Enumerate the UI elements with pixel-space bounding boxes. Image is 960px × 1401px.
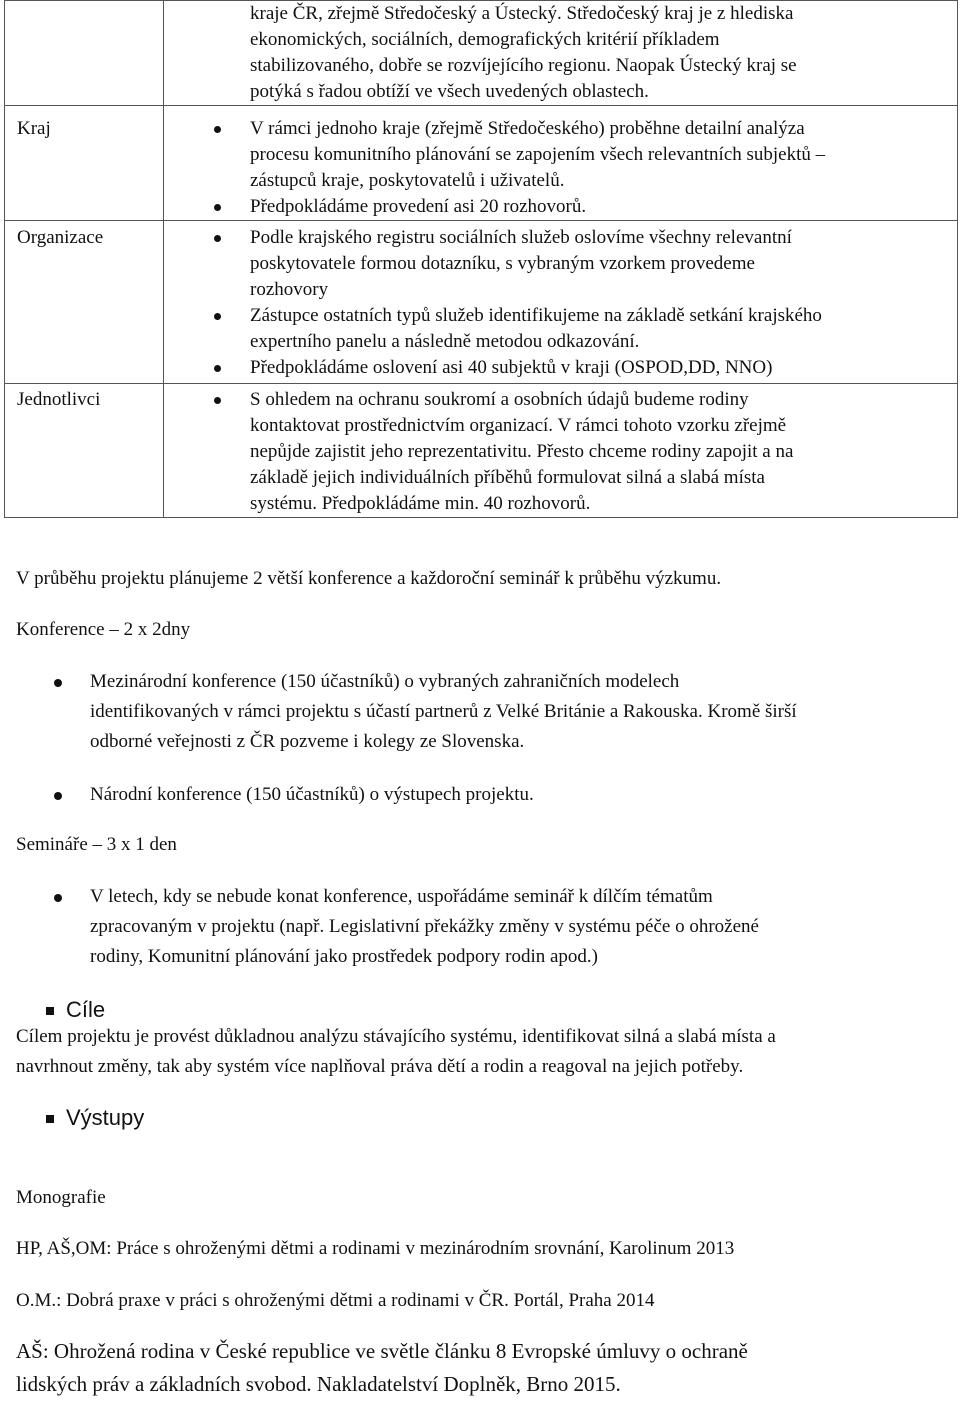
row-label-empty xyxy=(5,1,164,106)
row-label: Kraj xyxy=(5,106,164,221)
square-bullet-icon xyxy=(46,1115,54,1123)
bullet-item: Předpokládáme provedení asi 20 rozhovorů. xyxy=(174,194,951,220)
continued-text: kraje ČR, zřejmě Středočeský a Ústecký. Středočeský kraj je z hlediska ekonomických, sociálních, demografických kritérií příkladem stabilizovaného, dobře se rozvíjejícího regionu. Naopak Ústecký kraj se potýká s řadou obtíží ve všech uvedených oblastech. xyxy=(250,3,797,102)
row-label: Jednotlivci xyxy=(5,384,164,518)
seminar-list xyxy=(16,882,952,972)
row-content xyxy=(164,106,958,221)
table-row xyxy=(5,384,958,518)
row-label: Organizace xyxy=(5,221,164,384)
reference-item: AŠ: Ohrožená rodina v České republice ve světle článku 8 Evropské úmluvy o ochraně lidských práv a základních svobod. Nakladatelství Doplněk, Brno 2015. xyxy=(16,1339,748,1396)
sample-table xyxy=(4,0,958,518)
goals-heading: Cíle xyxy=(46,996,105,1024)
bullet-item: S ohledem na ochranu soukromí a osobních údajů budeme rodiny kontaktovat prostřednictvím organizací. V rámci tohoto vzorku zřejmě nepůjde zajistit jeho reprezentativitu. Přesto chceme rodiny zapojit a na základě jejich individuálních příběhů formulovat silná a slabá místa systému. Předpokládáme min. 40 rozhovorů. xyxy=(174,387,951,517)
conference-heading: Konference – 2 x 2dny xyxy=(16,619,191,640)
intro-paragraph: V průběhu projektu plánujeme 2 větší konference a každoroční seminář k průběhu výzkumu. xyxy=(16,568,722,589)
table-row xyxy=(5,221,958,384)
monograph-heading: Monografie xyxy=(16,1187,106,1208)
outputs-heading: Výstupy xyxy=(46,1104,144,1132)
bullet-item: V rámci jednoho kraje (zřejmě Středočeského) proběhne detailní analýza procesu komunitního plánování se zapojením všech relevantních subjektů – zástupců kraje, poskytovatelů i uživatelů. xyxy=(174,116,951,194)
list-item: Národní konference (150 účastníků) o výstupech projektu. xyxy=(16,780,952,810)
bullet-item: Podle krajského registru sociálních služeb oslovíme všechny relevantní poskytovatele formou dotazníku, s vybraným vzorkem provedeme rozhovory xyxy=(174,225,951,303)
list-item: Mezinárodní konference (150 účastníků) o vybraných zahraničních modelech identifikovaných v rámci projektu s účastí partnerů z Velké Británie a Rakouska. Kromě širší odborné veřejnosti z ČR pozveme i kolegy ze Slovenska. xyxy=(16,667,952,757)
seminar-heading: Semináře – 3 x 1 den xyxy=(16,834,177,855)
row-content xyxy=(164,221,958,384)
square-bullet-icon xyxy=(46,1007,54,1015)
bullet-item: Předpokládáme oslovení asi 40 subjektů v kraji (OSPOD,DD, NNO) xyxy=(174,355,951,381)
list-item: V letech, kdy se nebude konat konference, uspořádáme seminář k dílčím tématům zpracovaným v projektu (např. Legislativní překážky změny v systému péče o ohrožené rodiny, Komunitní plánování jako prostředek podpory rodin apod.) xyxy=(16,882,952,972)
table-row xyxy=(5,1,958,106)
reference-item: O.M.: Dobrá praxe v práci s ohroženými dětmi a rodinami v ČR. Portál, Praha 2014 xyxy=(16,1290,655,1311)
row-content xyxy=(164,1,958,106)
table-row xyxy=(5,106,958,221)
goals-paragraph: Cílem projektu je provést důkladnou analýzu stávajícího systému, identifikovat silná a slabá místa a navrhnout změny, tak aby systém více naplňoval práva dětí a rodin a reagoval na jejich potřeby. xyxy=(16,1026,776,1077)
bullet-item: Zástupce ostatních typů služeb identifikujeme na základě setkání krajského expertního panelu a následně metodou odkazování. xyxy=(174,303,951,355)
conference-list xyxy=(16,667,952,810)
row-content xyxy=(164,384,958,518)
reference-item: HP, AŠ,OM: Práce s ohroženými dětmi a rodinami v mezinárodním srovnání, Karolinum 2013 xyxy=(16,1238,735,1259)
